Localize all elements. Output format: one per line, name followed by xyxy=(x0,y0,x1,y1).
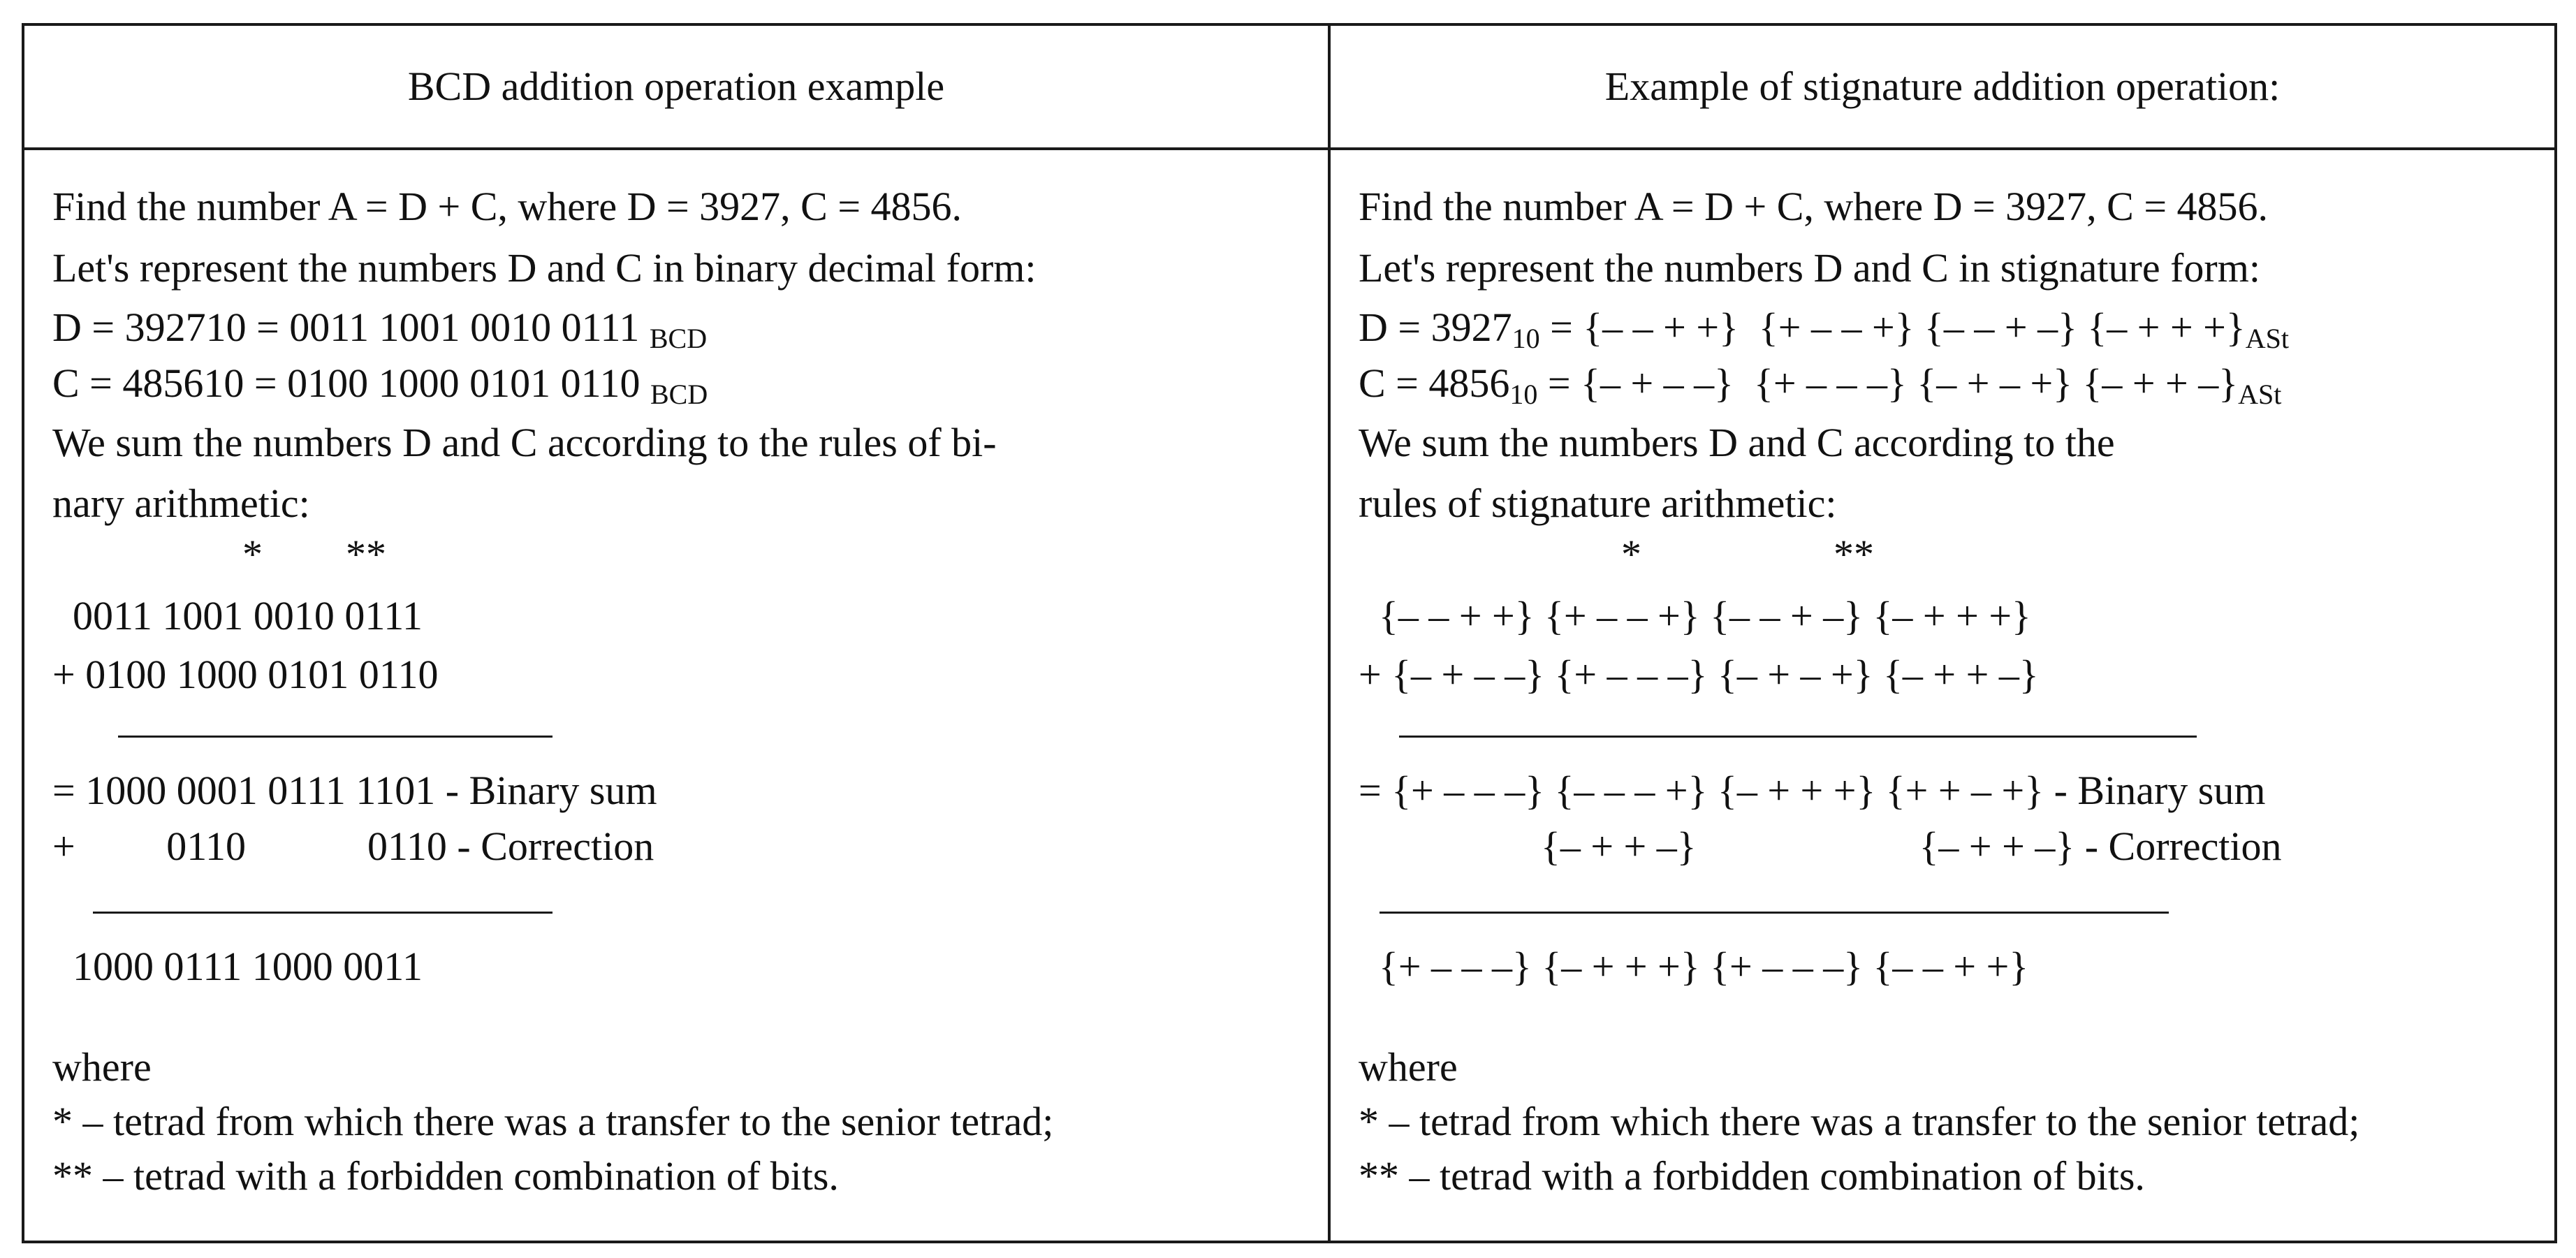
left-binary-sum: = 1000 0001 0111 1101 - Binary sum xyxy=(52,768,657,813)
left-note-1: * – tetrad from which there was a transfer to the senior tetrad; xyxy=(52,1099,1054,1144)
bcd-subscript: BCD xyxy=(650,379,708,410)
left-operand-2: + 0100 1000 0101 0110 xyxy=(52,652,439,697)
left-line-4: C = 485610 = 0100 1000 0101 0110 BCD xyxy=(52,360,708,410)
right-column xyxy=(1359,150,2546,1241)
left-result-rule xyxy=(93,912,552,914)
right-line-3: D = 392710 = {– – + +} {+ – – +} {– – + –} {– + + +}ASt xyxy=(1359,305,2289,354)
right-line-5: We sum the numbers D and C according to the xyxy=(1359,420,2115,465)
right-line-6: rules of stignature arithmetic: xyxy=(1359,481,1837,526)
right-binary-sum: = {+ – – –} {– – – +} {– + + +} {+ + – +} - Binary sum xyxy=(1359,768,2266,813)
right-operand-2: + {– + – –} {+ – – –} {– + – +} {– + + –} xyxy=(1359,652,2039,697)
right-line-2: Let's represent the numbers D and C in stignature form: xyxy=(1359,245,2260,291)
forbidden-star-marker: ** xyxy=(346,532,386,577)
right-operand-1: {– – + +} {+ – – +} {– – + –} {– + + +} xyxy=(1359,593,2031,638)
left-correction: + 0110 0110 - Correction xyxy=(52,824,654,869)
right-line-1: Find the number A = D + C, where D = 3927, C = 4856. xyxy=(1359,184,2269,229)
carry-star-marker: * xyxy=(242,532,263,577)
left-line-6: nary arithmetic: xyxy=(52,481,310,526)
left-column xyxy=(52,150,1310,1241)
left-result: 1000 0111 1000 0011 xyxy=(52,944,423,989)
left-note-2: ** – tetrad with a forbidden combination of bits. xyxy=(52,1153,839,1199)
right-result-rule xyxy=(1380,912,2169,914)
comparison-table xyxy=(22,23,2557,1243)
header-right: Example of stignature addition operation: xyxy=(1604,64,2281,109)
left-operand-1: 0011 1001 0010 0111 xyxy=(52,593,423,638)
left-line-2: Let's represent the numbers D and C in binary decimal form: xyxy=(52,245,1037,291)
right-where: where xyxy=(1359,1044,1458,1090)
right-sum-rule xyxy=(1399,736,2197,738)
carry-star-marker: * xyxy=(1621,532,1641,577)
right-result: {+ – – –} {– + + +} {+ – – –} {– – + +} xyxy=(1359,944,2029,989)
right-line-4: C = 485610 = {– + – –} {+ – – –} {– + – +} {– + + –}ASt xyxy=(1359,360,2282,410)
left-sum-rule xyxy=(118,736,552,738)
left-where: where xyxy=(52,1044,152,1090)
column-divider xyxy=(1328,26,1331,1241)
header-left: BCD addition operation example xyxy=(407,64,945,109)
forbidden-star-marker: ** xyxy=(1834,532,1874,577)
left-line-3: D = 392710 = 0011 1001 0010 0111 BCD xyxy=(52,305,708,354)
bcd-subscript: BCD xyxy=(649,323,708,354)
left-line-5: We sum the numbers D and C according to the rules of bi- xyxy=(52,420,997,465)
right-note-2: ** – tetrad with a forbidden combination of bits. xyxy=(1359,1153,2145,1199)
left-line-1: Find the number A = D + C, where D = 3927, C = 4856. xyxy=(52,184,963,229)
right-note-1: * – tetrad from which there was a transfer to the senior tetrad; xyxy=(1359,1099,2360,1144)
right-correction: {– + + –} {– + + –} - Correction xyxy=(1359,824,2282,869)
